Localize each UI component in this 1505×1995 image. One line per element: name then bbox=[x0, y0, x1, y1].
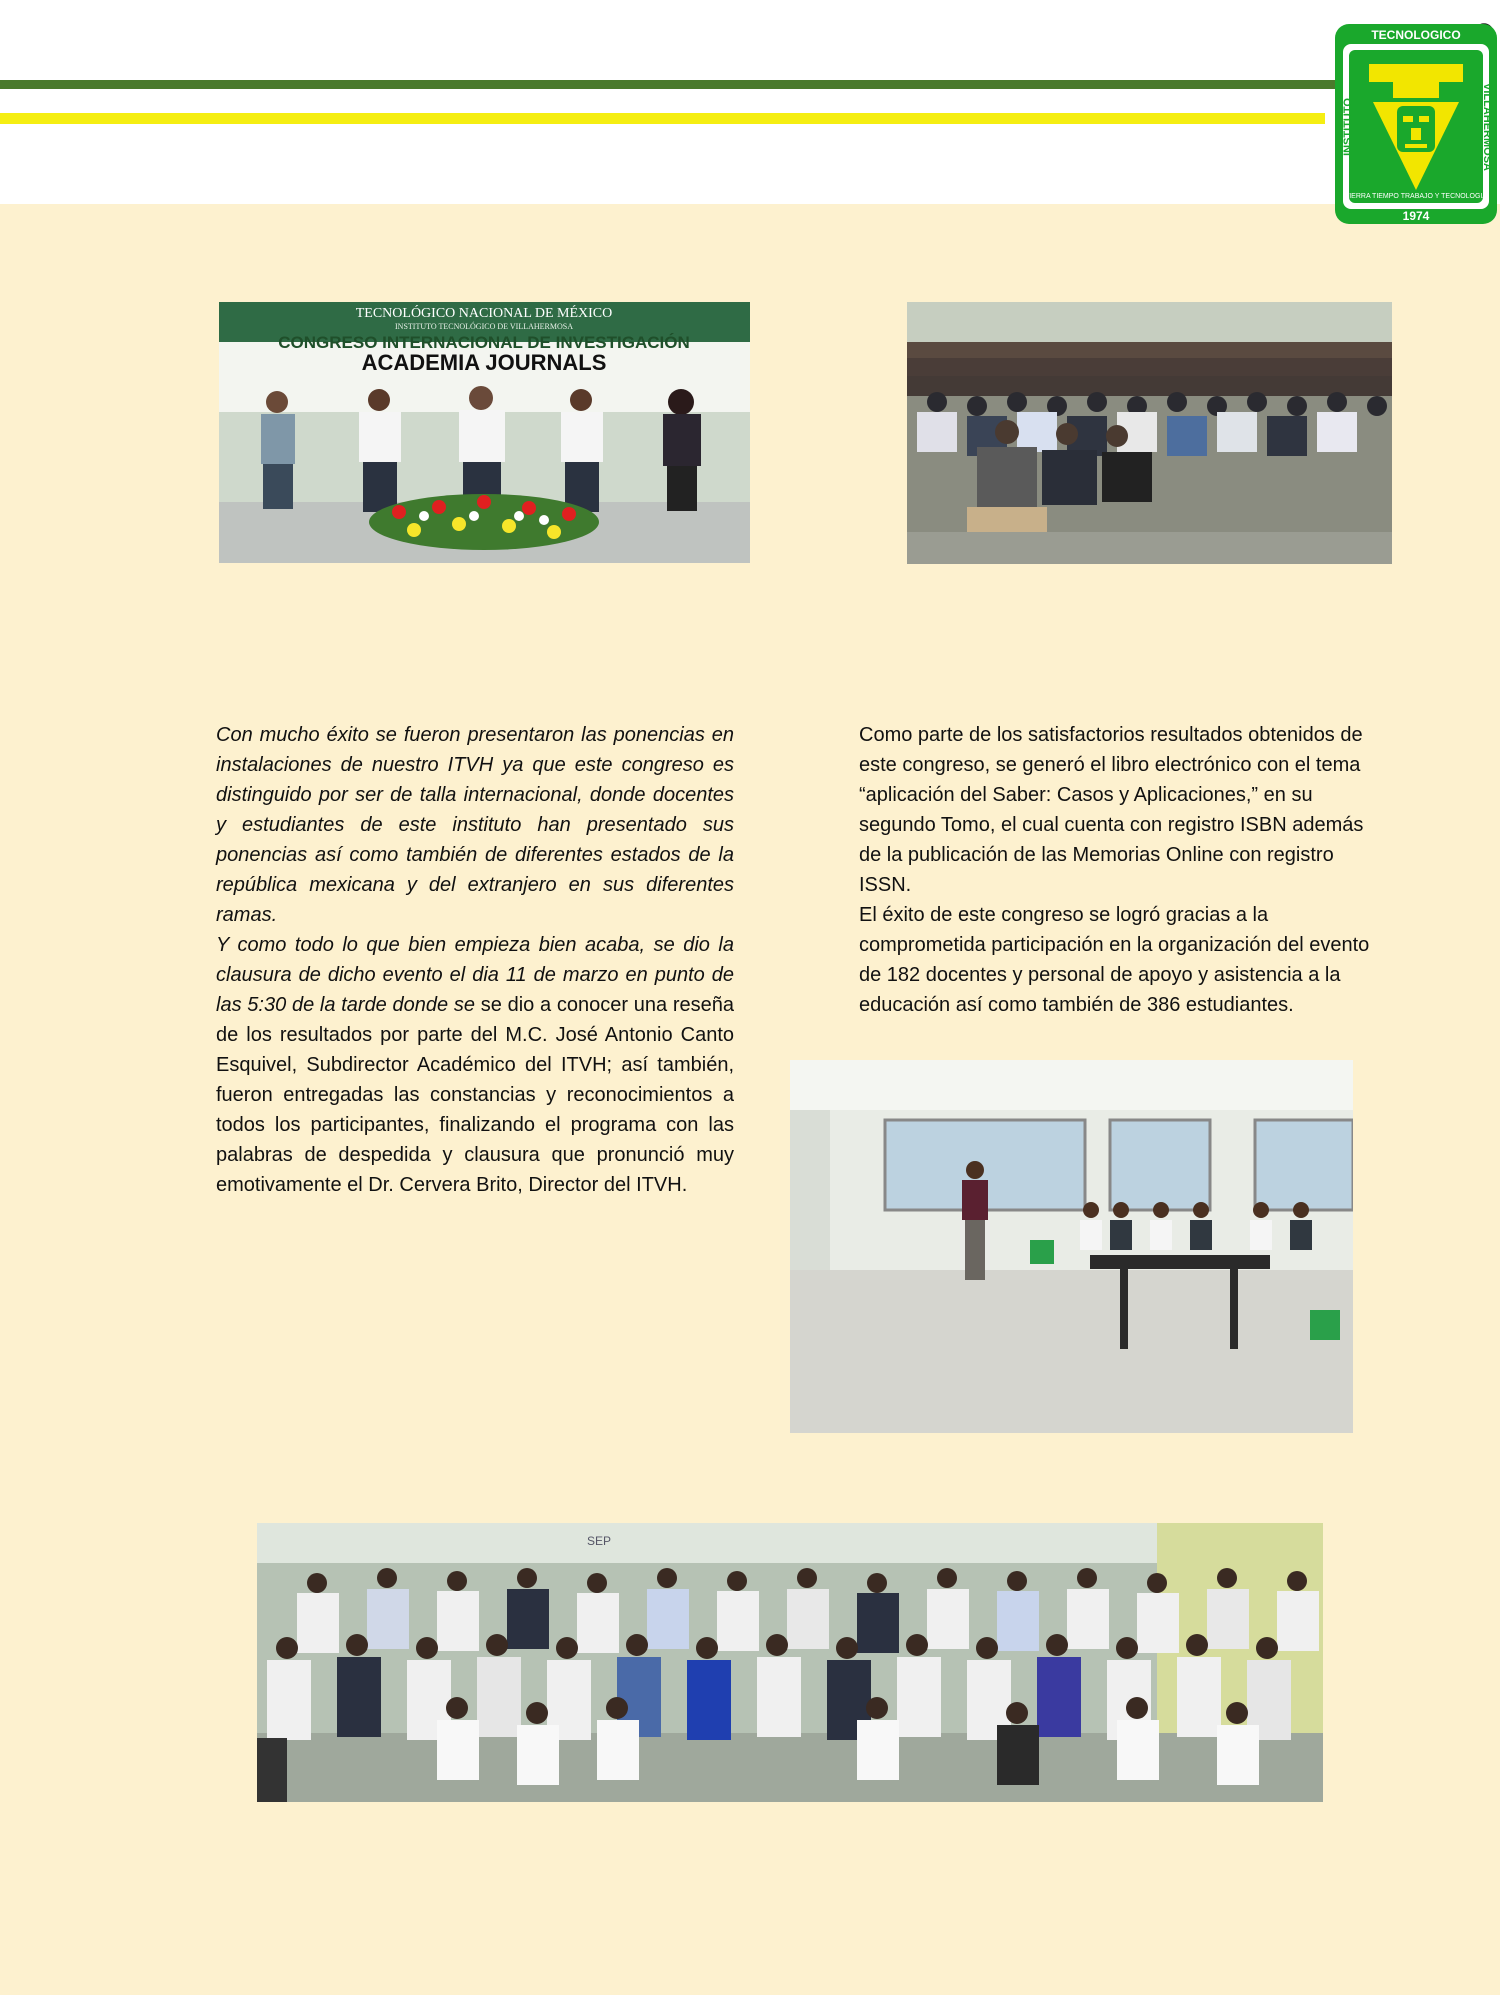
banner-line1: TECNOLÓGICO NACIONAL DE MÉXICO bbox=[355, 306, 613, 321]
yellow-stripe bbox=[0, 113, 1325, 124]
photo-group bbox=[257, 1523, 1323, 1802]
photo-classroom bbox=[790, 1060, 1353, 1433]
left-paragraph-2 bbox=[216, 930, 734, 1200]
logo-text-top: TECNOLOGICO bbox=[1371, 28, 1461, 42]
logo-text-right: VILLAHERMOSA bbox=[1481, 83, 1493, 171]
right-text-column bbox=[859, 720, 1379, 1020]
logo-motto: TIERRA TIEMPO TRABAJO Y TECNOLOGIA bbox=[1344, 193, 1488, 200]
institute-logo bbox=[1333, 22, 1499, 227]
logo-text-left: INSTITUTO bbox=[1342, 98, 1354, 156]
green-stripe bbox=[0, 80, 1340, 89]
logo-year: 1974 bbox=[1402, 209, 1430, 223]
right-paragraph-2: El éxito de este congreso se logró gracias a la comprometida participación en la organización del evento de 182 docentes y personal de apoyo y asistencia a la educación así como también de 386 estudiantes. bbox=[859, 904, 1370, 1016]
banner-line4: ACADEMIA JOURNALS bbox=[361, 350, 607, 375]
right-paragraph-1: Como parte de los satisfactorios resultados obtenidos de este congreso, se generó el libro electrónico con el tema “aplicación del Saber: Casos y Aplicaciones,” en su segundo Tomo, el cual cuenta con registro ISBN además de la publicación de las Memorias Online con registro ISSN. bbox=[859, 724, 1364, 896]
left-paragraph-2-italic: Y como todo lo que bien empieza bien acaba, se dio la clausura de dicho evento el dia 11 de marzo en punto de las 5:30 de la tarde donde se bbox=[216, 934, 734, 1016]
photo-audience bbox=[907, 302, 1392, 564]
left-paragraph-2-normal: se dio a conocer una reseña de los resultados por parte del M.C. José Antonio Canto Esquivel, Subdirector Académico del ITVH; así también, fueron entregadas las constancias y reconocimientos a todos los participantes, finalizando el programa con las palabras de despedida y clausura que pronunció muy emotivamente el Dr. Cervera Brito, Director del ITVH. bbox=[216, 994, 735, 1196]
banner-line2: INSTITUTO TECNOLÓGICO DE VILLAHERMOSA bbox=[395, 322, 573, 331]
left-paragraph-1: Con mucho éxito se fueron presentaron las ponencias en instalaciones de nuestro ITVH ya que este congreso es distinguido por ser de talla internacional, donde docentes y estudiantes de este instituto han presentado sus ponencias así como también de diferentes estados de la república mexicana y del extranjero en sus diferentes ramas. bbox=[216, 724, 734, 926]
banner-line3: CONGRESO INTERNACIONAL DE INVESTIGACIÓN bbox=[278, 333, 690, 352]
group-photo-sign: SEP bbox=[587, 1534, 612, 1548]
photo-congress-stage bbox=[219, 302, 750, 563]
page-header bbox=[0, 0, 1505, 204]
left-text-column bbox=[216, 720, 734, 1200]
